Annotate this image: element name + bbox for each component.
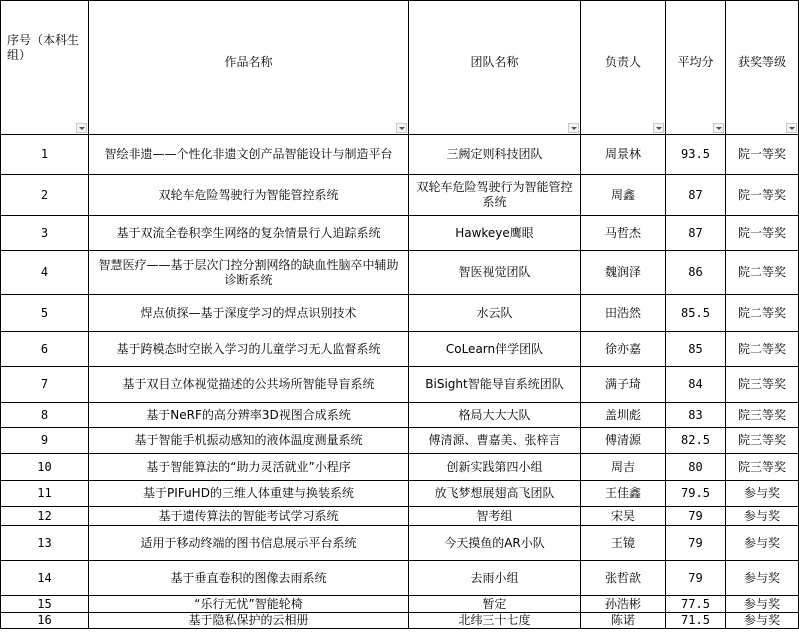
header-row: [1, 1, 799, 135]
cell-work[interactable]: 基于PIFuHD的三维人体重建与换装系统: [89, 481, 409, 507]
header-award: [726, 1, 799, 135]
cell-award[interactable]: 参与奖: [726, 526, 799, 561]
table-row: [1, 526, 799, 561]
cell-team[interactable]: 去雨小组: [409, 561, 581, 596]
header-team-label: 团队名称: [470, 55, 519, 69]
cell-seq[interactable]: 11: [1, 481, 89, 507]
table-row: [1, 332, 799, 367]
cell-leader[interactable]: 盖圳彪: [581, 403, 666, 428]
cell-leader[interactable]: 傅清源: [581, 428, 666, 454]
table-row: [1, 251, 799, 295]
cell-score[interactable]: 83: [666, 403, 726, 428]
cell-award[interactable]: 院二等奖: [726, 332, 799, 367]
table-row: [1, 613, 799, 629]
filter-dropdown-icon[interactable]: [713, 123, 724, 133]
cell-team[interactable]: 智医视觉团队: [409, 251, 581, 295]
header-team: [409, 1, 581, 135]
cell-score[interactable]: 80: [666, 454, 726, 481]
cell-seq[interactable]: 6: [1, 332, 89, 367]
table-row: [1, 507, 799, 526]
cell-work[interactable]: 基于智能算法的“助力灵活就业”小程序: [89, 454, 409, 481]
cell-award[interactable]: 院一等奖: [726, 216, 799, 251]
header-leader-label: 负责人: [604, 55, 641, 69]
cell-team[interactable]: 傅清源、曹嘉美、张梓言: [409, 428, 581, 454]
cell-leader[interactable]: 周景林: [581, 135, 666, 175]
table-row: [1, 596, 799, 613]
table-row: [1, 175, 799, 216]
cell-score[interactable]: 84: [666, 367, 726, 403]
cell-award[interactable]: 参与奖: [726, 613, 799, 629]
cell-score[interactable]: 79: [666, 526, 726, 561]
cell-seq[interactable]: 15: [1, 596, 89, 613]
cell-seq[interactable]: 2: [1, 175, 89, 216]
cell-leader[interactable]: 马哲杰: [581, 216, 666, 251]
table-row: [1, 403, 799, 428]
filter-dropdown-icon[interactable]: [786, 123, 797, 133]
cell-work[interactable]: 基于NeRF的高分辨率3D视图合成系统: [89, 403, 409, 428]
cell-award[interactable]: 参与奖: [726, 481, 799, 507]
cell-team[interactable]: 北纬三十七度: [409, 613, 581, 629]
cell-score[interactable]: 79: [666, 507, 726, 526]
cell-leader[interactable]: 满子琦: [581, 367, 666, 403]
cell-work[interactable]: 基于垂直卷积的图像去雨系统: [89, 561, 409, 596]
cell-work[interactable]: 基于智能手机振动感知的液体温度测量系统: [89, 428, 409, 454]
cell-team[interactable]: Hawkeye鹰眼: [409, 216, 581, 251]
cell-team[interactable]: 放飞梦想展翅高飞团队: [409, 481, 581, 507]
cell-team[interactable]: 双轮车危险驾驶行为智能管控系统: [409, 175, 581, 216]
cell-seq[interactable]: 12: [1, 507, 89, 526]
table-row: [1, 135, 799, 175]
cell-leader[interactable]: 王镜: [581, 526, 666, 561]
cell-work[interactable]: 基于隐私保护的云相册: [89, 613, 409, 629]
cell-work[interactable]: 基于跨模态时空嵌入学习的儿童学习无人监督系统: [89, 332, 409, 367]
cell-seq[interactable]: 9: [1, 428, 89, 454]
header-score: [666, 1, 726, 135]
cell-work[interactable]: 双轮车危险驾驶行为智能管控系统: [89, 175, 409, 216]
cell-seq[interactable]: 3: [1, 216, 89, 251]
cell-score[interactable]: 79.5: [666, 481, 726, 507]
cell-leader[interactable]: 徐亦嘉: [581, 332, 666, 367]
cell-award[interactable]: 参与奖: [726, 561, 799, 596]
header-leader: [581, 1, 666, 135]
cell-seq[interactable]: 5: [1, 295, 89, 332]
cell-leader[interactable]: 周吉: [581, 454, 666, 481]
cell-team[interactable]: 格局大大大队: [409, 403, 581, 428]
cell-team[interactable]: 智考组: [409, 507, 581, 526]
cell-team[interactable]: 三阙定则科技团队: [409, 135, 581, 175]
table-row: [1, 428, 799, 454]
cell-award[interactable]: 院一等奖: [726, 175, 799, 216]
cell-work[interactable]: 智慧医疗——基于层次门控分割网络的缺血性脑卒中辅助诊断系统: [89, 251, 409, 295]
cell-leader[interactable]: 张哲歆: [581, 561, 666, 596]
header-seq: [1, 1, 89, 135]
table-row: [1, 454, 799, 481]
cell-score[interactable]: 82.5: [666, 428, 726, 454]
cell-team[interactable]: 创新实践第四小组: [409, 454, 581, 481]
cell-award[interactable]: 院一等奖: [726, 135, 799, 175]
filter-dropdown-icon[interactable]: [76, 123, 87, 133]
cell-seq[interactable]: 7: [1, 367, 89, 403]
cell-award[interactable]: 参与奖: [726, 596, 799, 613]
cell-award[interactable]: 院二等奖: [726, 295, 799, 332]
cell-seq[interactable]: 16: [1, 613, 89, 629]
cell-seq[interactable]: 10: [1, 454, 89, 481]
header-score-label: 平均分: [677, 55, 714, 69]
cell-leader[interactable]: 周鑫: [581, 175, 666, 216]
header-work: [89, 1, 409, 135]
cell-score[interactable]: 77.5: [666, 596, 726, 613]
table-row: [1, 295, 799, 332]
cell-seq[interactable]: 1: [1, 135, 89, 175]
cell-work[interactable]: 基于双目立体视觉描述的公共场所智能导盲系统: [89, 367, 409, 403]
cell-score[interactable]: 86: [666, 251, 726, 295]
cell-leader[interactable]: 宋昊: [581, 507, 666, 526]
table-row: [1, 481, 799, 507]
table-row: [1, 216, 799, 251]
filter-dropdown-icon[interactable]: [568, 123, 579, 133]
header-work-label: 作品名称: [224, 55, 273, 69]
cell-award[interactable]: 参与奖: [726, 507, 799, 526]
cell-team[interactable]: CoLearn伴学团队: [409, 332, 581, 367]
header-seq-label: 序号（本科生组）: [7, 33, 80, 62]
header-award-label: 获奖等级: [737, 55, 786, 69]
filter-dropdown-icon[interactable]: [396, 123, 407, 133]
cell-score[interactable]: 71.5: [666, 613, 726, 629]
cell-work[interactable]: 智绘非遗——个性化非遗文创产品智能设计与制造平台: [89, 135, 409, 175]
cell-score[interactable]: 87: [666, 175, 726, 216]
cell-leader[interactable]: 魏润泽: [581, 251, 666, 295]
cell-score[interactable]: 79: [666, 561, 726, 596]
cell-seq[interactable]: 4: [1, 251, 89, 295]
cell-award[interactable]: 院三等奖: [726, 403, 799, 428]
table-row: [1, 561, 799, 596]
cell-score[interactable]: 85.5: [666, 295, 726, 332]
cell-seq[interactable]: 8: [1, 403, 89, 428]
table-row: [1, 367, 799, 403]
cell-leader[interactable]: 孙浩彬: [581, 596, 666, 613]
cell-work[interactable]: 基于双流全卷积孪生网络的复杂情景行人追踪系统: [89, 216, 409, 251]
cell-score[interactable]: 85: [666, 332, 726, 367]
cell-award[interactable]: 院三等奖: [726, 367, 799, 403]
cell-team[interactable]: 暂定: [409, 596, 581, 613]
cell-work[interactable]: 适用于移动终端的图书信息展示平台系统: [89, 526, 409, 561]
cell-leader[interactable]: 田浩然: [581, 295, 666, 332]
cell-team[interactable]: 水云队: [409, 295, 581, 332]
cell-leader[interactable]: 王佳鑫: [581, 481, 666, 507]
cell-work[interactable]: “乐行无忧”智能轮椅: [89, 596, 409, 613]
cell-seq[interactable]: 13: [1, 526, 89, 561]
cell-score[interactable]: 93.5: [666, 135, 726, 175]
cell-award[interactable]: 院三等奖: [726, 428, 799, 454]
cell-award[interactable]: 院二等奖: [726, 251, 799, 295]
cell-work[interactable]: 基于遗传算法的智能考试学习系统: [89, 507, 409, 526]
cell-award[interactable]: 院三等奖: [726, 454, 799, 481]
cell-team[interactable]: BiSight智能导盲系统团队: [409, 367, 581, 403]
cell-team[interactable]: 今天摸鱼的AR小队: [409, 526, 581, 561]
cell-seq[interactable]: 14: [1, 561, 89, 596]
cell-leader[interactable]: 陈诺: [581, 613, 666, 629]
cell-score[interactable]: 87: [666, 216, 726, 251]
filter-dropdown-icon[interactable]: [653, 123, 664, 133]
cell-work[interactable]: 焊点侦探—基于深度学习的焊点识别技术: [89, 295, 409, 332]
